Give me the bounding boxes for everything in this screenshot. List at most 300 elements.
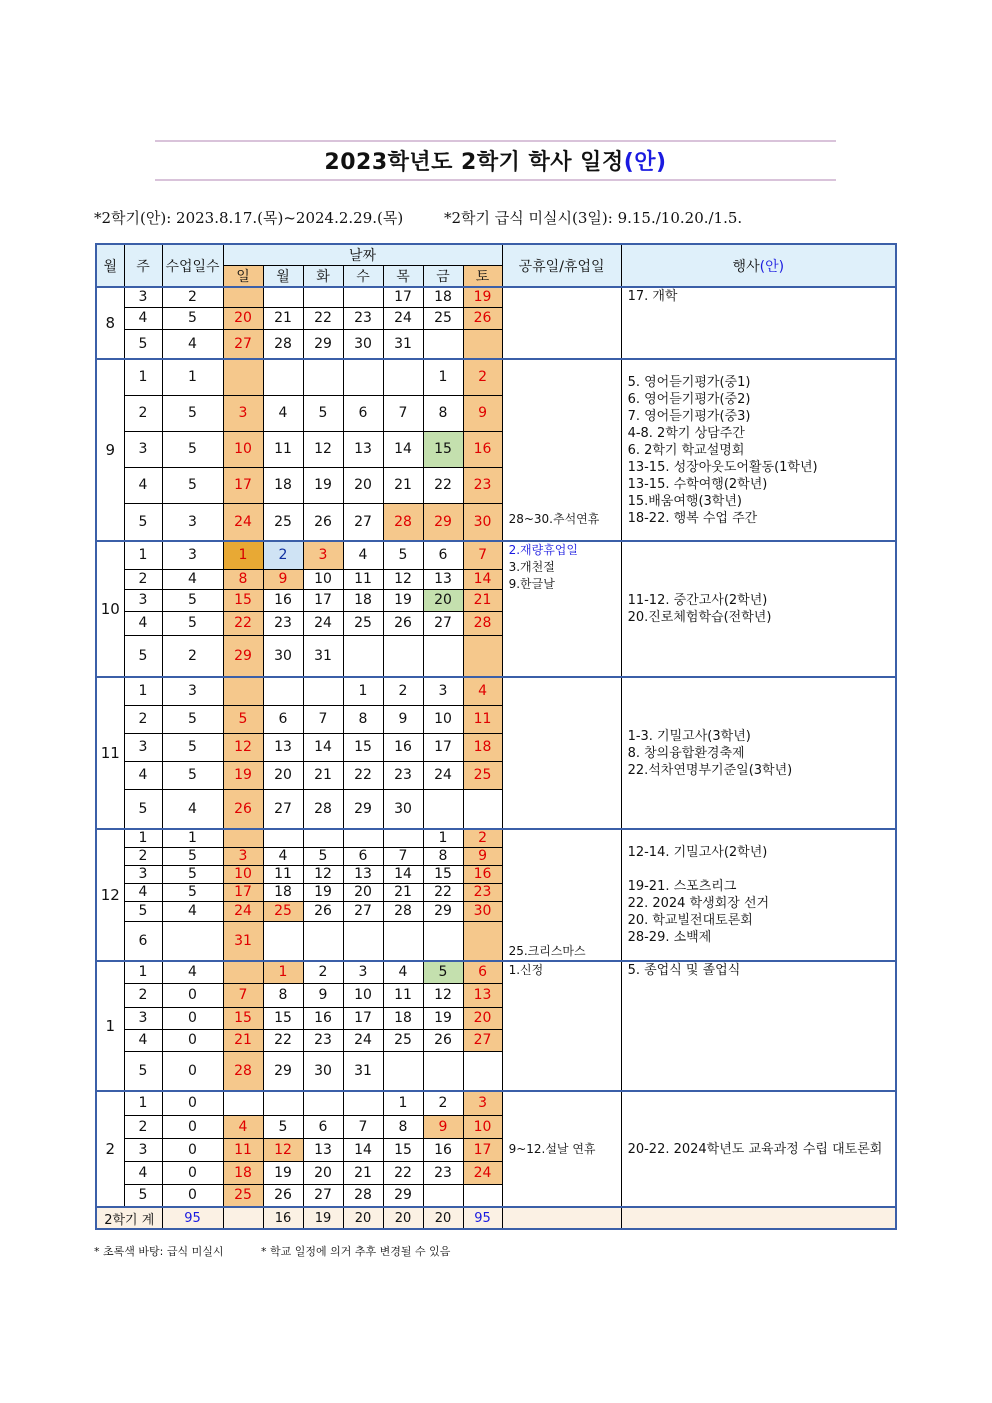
date-cell: 18 xyxy=(263,467,303,503)
date-cell xyxy=(343,1091,383,1115)
class-days: 0 xyxy=(162,1051,223,1091)
date-cell: 30 xyxy=(463,901,502,921)
date-cell: 8 xyxy=(343,705,383,733)
date-cell: 6 xyxy=(263,705,303,733)
holiday-item: 28~30.추석연휴 xyxy=(508,512,600,526)
date-cell: 21 xyxy=(303,761,343,789)
date-cell: 15 xyxy=(383,1138,423,1161)
date-cell: 22 xyxy=(223,611,263,635)
date-cell: 6 xyxy=(343,847,383,865)
week-row xyxy=(96,961,896,983)
date-cell: 26 xyxy=(223,789,263,829)
date-cell: 17 xyxy=(463,1138,502,1161)
holiday-cell xyxy=(502,541,621,677)
date-cell: 5 xyxy=(423,961,463,983)
date-cell: 23 xyxy=(383,761,423,789)
date-cell: 5 xyxy=(223,705,263,733)
date-cell xyxy=(423,329,463,359)
week-number: 4 xyxy=(124,761,162,789)
date-cell xyxy=(223,961,263,983)
date-cell xyxy=(423,921,463,961)
date-cell: 1 xyxy=(383,1091,423,1115)
month-cell: 12 xyxy=(96,829,124,961)
date-cell: 14 xyxy=(463,569,502,589)
date-cell: 16 xyxy=(303,1007,343,1029)
date-cell: 27 xyxy=(343,503,383,541)
date-cell: 15 xyxy=(223,1007,263,1029)
date-cell xyxy=(263,1091,303,1115)
date-cell: 28 xyxy=(303,789,343,829)
date-cell: 19 xyxy=(383,589,423,611)
week-number: 1 xyxy=(124,1091,162,1115)
date-cell: 24 xyxy=(303,611,343,635)
week-number: 4 xyxy=(124,883,162,901)
date-cell: 3 xyxy=(223,847,263,865)
date-cell: 6 xyxy=(303,1115,343,1138)
weekday-header: 화 xyxy=(303,266,343,288)
class-days: 4 xyxy=(162,901,223,921)
holiday-item: 25.크리스마스 xyxy=(508,944,586,958)
date-cell: 16 xyxy=(383,733,423,761)
class-days: 3 xyxy=(162,503,223,541)
date-cell xyxy=(223,359,263,395)
date-cell: 13 xyxy=(343,431,383,467)
week-number: 3 xyxy=(124,733,162,761)
date-cell: 16 xyxy=(463,431,502,467)
date-cell: 29 xyxy=(223,635,263,677)
date-cell: 23 xyxy=(263,611,303,635)
class-days: 5 xyxy=(162,307,223,329)
date-cell: 7 xyxy=(303,705,343,733)
week-number: 3 xyxy=(124,1007,162,1029)
week-number: 1 xyxy=(124,359,162,395)
date-cell: 7 xyxy=(223,983,263,1007)
total-weekday-count: 16 xyxy=(263,1207,303,1229)
date-cell: 21 xyxy=(263,307,303,329)
header-month: 월 xyxy=(96,244,124,287)
event-item: 22. 2024 학생회장 선거 xyxy=(627,896,770,911)
date-cell: 15 xyxy=(223,589,263,611)
date-cell: 15 xyxy=(343,733,383,761)
class-days: 5 xyxy=(162,705,223,733)
week-number: 3 xyxy=(124,589,162,611)
class-days: 0 xyxy=(162,1161,223,1184)
date-cell: 28 xyxy=(383,503,423,541)
date-cell: 18 xyxy=(383,1007,423,1029)
date-cell: 12 xyxy=(303,431,343,467)
date-cell: 9 xyxy=(423,1115,463,1138)
date-cell: 23 xyxy=(303,1029,343,1051)
class-days: 0 xyxy=(162,1007,223,1029)
holiday-cell xyxy=(502,1091,621,1207)
total-holiday-cell xyxy=(502,1207,621,1229)
date-cell: 13 xyxy=(303,1138,343,1161)
date-cell: 30 xyxy=(303,1051,343,1091)
date-cell: 20 xyxy=(263,761,303,789)
date-cell xyxy=(223,287,263,307)
date-cell xyxy=(383,829,423,847)
events-cell xyxy=(621,287,896,359)
date-cell: 3 xyxy=(463,1091,502,1115)
header-days: 수업일수 xyxy=(162,244,223,287)
date-cell: 11 xyxy=(263,865,303,883)
week-number: 2 xyxy=(124,983,162,1007)
date-cell: 2 xyxy=(263,541,303,569)
date-cell: 5 xyxy=(303,395,343,431)
date-cell: 27 xyxy=(223,329,263,359)
date-cell: 19 xyxy=(423,1007,463,1029)
date-cell: 28 xyxy=(463,611,502,635)
date-cell: 12 xyxy=(423,983,463,1007)
date-cell: 30 xyxy=(383,789,423,829)
date-cell: 11 xyxy=(463,705,502,733)
class-days: 0 xyxy=(162,1138,223,1161)
events-cell xyxy=(621,541,896,677)
class-days: 1 xyxy=(162,359,223,395)
week-number: 1 xyxy=(124,961,162,983)
events-cell xyxy=(621,359,896,541)
date-cell: 21 xyxy=(383,467,423,503)
date-cell: 20 xyxy=(343,883,383,901)
date-cell: 16 xyxy=(463,865,502,883)
class-days: 5 xyxy=(162,431,223,467)
week-number: 2 xyxy=(124,1115,162,1138)
date-cell: 27 xyxy=(463,1029,502,1051)
header-week: 주 xyxy=(124,244,162,287)
date-cell xyxy=(423,1184,463,1207)
event-item: 5. 영어듣기평가(중1) xyxy=(627,374,751,390)
date-cell: 26 xyxy=(263,1184,303,1207)
date-cell: 25 xyxy=(343,611,383,635)
class-days: 5 xyxy=(162,611,223,635)
date-cell: 14 xyxy=(383,865,423,883)
week-row xyxy=(96,829,896,847)
event-item: 19-21. 스포츠리그 xyxy=(627,879,737,894)
weekday-header: 목 xyxy=(383,266,423,288)
events-cell xyxy=(621,829,896,961)
total-weekday-count: 20 xyxy=(383,1207,423,1229)
date-cell: 25 xyxy=(383,1029,423,1051)
date-cell: 16 xyxy=(263,589,303,611)
event-item: 20.진로체험학습(전학년) xyxy=(627,610,772,625)
class-days: 4 xyxy=(162,789,223,829)
total-weekday-count: 95 xyxy=(463,1207,502,1229)
date-cell: 2 xyxy=(383,677,423,705)
date-cell xyxy=(383,1051,423,1091)
date-cell: 28 xyxy=(343,1184,383,1207)
date-cell xyxy=(463,789,502,829)
date-cell: 4 xyxy=(263,395,303,431)
week-number: 2 xyxy=(124,569,162,589)
date-cell xyxy=(463,635,502,677)
date-cell: 19 xyxy=(223,761,263,789)
date-cell: 24 xyxy=(383,307,423,329)
date-cell: 22 xyxy=(343,761,383,789)
date-cell: 22 xyxy=(423,467,463,503)
date-cell: 31 xyxy=(343,1051,383,1091)
date-cell: 20 xyxy=(463,1007,502,1029)
date-cell: 15 xyxy=(423,865,463,883)
header-date: 날짜 xyxy=(223,244,502,266)
event-item: 12-14. 기밀고사(2학년) xyxy=(627,845,768,860)
date-cell: 29 xyxy=(343,789,383,829)
date-cell: 17 xyxy=(423,733,463,761)
date-cell xyxy=(423,635,463,677)
week-number: 4 xyxy=(124,1029,162,1051)
weekday-header: 월 xyxy=(263,266,303,288)
date-cell: 23 xyxy=(463,883,502,901)
date-cell xyxy=(303,287,343,307)
date-cell: 27 xyxy=(303,1184,343,1207)
date-cell: 21 xyxy=(223,1029,263,1051)
date-cell: 23 xyxy=(343,307,383,329)
date-cell: 5 xyxy=(303,847,343,865)
date-cell: 6 xyxy=(343,395,383,431)
date-cell: 18 xyxy=(263,883,303,901)
date-cell: 30 xyxy=(463,503,502,541)
date-cell: 17 xyxy=(223,467,263,503)
week-number: 1 xyxy=(124,829,162,847)
total-weekday-count xyxy=(223,1207,263,1229)
month-cell: 2 xyxy=(96,1091,124,1207)
week-number: 5 xyxy=(124,789,162,829)
weekday-header: 금 xyxy=(423,266,463,288)
date-cell: 27 xyxy=(423,611,463,635)
total-events-cell xyxy=(621,1207,896,1229)
date-cell: 20 xyxy=(223,307,263,329)
class-days: 4 xyxy=(162,961,223,983)
date-cell: 29 xyxy=(423,503,463,541)
date-cell: 22 xyxy=(303,307,343,329)
events-cell xyxy=(621,961,896,1091)
date-cell: 17 xyxy=(343,1007,383,1029)
event-item: 6. 영어듣기평가(중2) xyxy=(627,391,751,407)
date-cell: 2 xyxy=(303,961,343,983)
date-cell: 29 xyxy=(423,901,463,921)
date-cell: 25 xyxy=(263,901,303,921)
date-cell: 19 xyxy=(303,883,343,901)
date-cell: 12 xyxy=(383,569,423,589)
week-number: 5 xyxy=(124,901,162,921)
date-cell xyxy=(343,921,383,961)
term-info xyxy=(94,207,894,228)
class-days: 4 xyxy=(162,569,223,589)
total-days: 95 xyxy=(162,1207,223,1229)
week-number: 5 xyxy=(124,1184,162,1207)
date-cell: 3 xyxy=(423,677,463,705)
date-cell: 15 xyxy=(423,431,463,467)
date-cell: 1 xyxy=(343,677,383,705)
date-cell xyxy=(343,829,383,847)
date-cell: 25 xyxy=(463,761,502,789)
date-cell: 1 xyxy=(223,541,263,569)
date-cell: 2 xyxy=(463,829,502,847)
date-cell: 21 xyxy=(383,883,423,901)
date-cell: 10 xyxy=(343,983,383,1007)
date-cell: 9 xyxy=(463,847,502,865)
date-cell: 10 xyxy=(423,705,463,733)
date-cell: 22 xyxy=(263,1029,303,1051)
date-cell: 18 xyxy=(423,287,463,307)
event-item: 11-12. 중간고사(2학년) xyxy=(627,593,768,608)
event-item: 20. 학교빌전대토론회 xyxy=(627,913,753,928)
class-days: 5 xyxy=(162,733,223,761)
date-cell: 13 xyxy=(423,569,463,589)
week-number: 3 xyxy=(124,431,162,467)
date-cell: 28 xyxy=(263,329,303,359)
date-cell: 12 xyxy=(263,1138,303,1161)
date-cell: 4 xyxy=(223,1115,263,1138)
date-cell: 8 xyxy=(223,569,263,589)
date-cell: 3 xyxy=(303,541,343,569)
date-cell: 1 xyxy=(423,829,463,847)
week-number: 3 xyxy=(124,287,162,307)
week-number: 5 xyxy=(124,503,162,541)
date-cell: 25 xyxy=(423,307,463,329)
date-cell xyxy=(303,359,343,395)
date-cell: 18 xyxy=(223,1161,263,1184)
date-cell xyxy=(383,359,423,395)
month-cell: 11 xyxy=(96,677,124,829)
week-number: 5 xyxy=(124,1051,162,1091)
date-cell: 20 xyxy=(423,589,463,611)
date-cell: 23 xyxy=(463,467,502,503)
event-item: 6. 2학기 학교설명회 xyxy=(627,442,745,458)
date-cell: 6 xyxy=(423,541,463,569)
week-number: 3 xyxy=(124,865,162,883)
holiday-cell xyxy=(502,677,621,829)
date-cell: 5 xyxy=(263,1115,303,1138)
week-number: 1 xyxy=(124,677,162,705)
date-cell: 13 xyxy=(343,865,383,883)
date-cell: 27 xyxy=(263,789,303,829)
calendar-table xyxy=(95,243,897,1230)
class-days: 0 xyxy=(162,1091,223,1115)
date-cell: 9 xyxy=(383,705,423,733)
date-cell xyxy=(463,1184,502,1207)
date-cell: 22 xyxy=(383,1161,423,1184)
class-days: 5 xyxy=(162,467,223,503)
date-cell: 17 xyxy=(383,287,423,307)
footer-note-meal: * 초록색 바탕: 급식 미실시 xyxy=(94,1245,224,1258)
date-cell: 28 xyxy=(383,901,423,921)
date-cell: 19 xyxy=(303,467,343,503)
holiday-cell xyxy=(502,961,621,1091)
date-cell: 13 xyxy=(263,733,303,761)
total-weekday-count: 20 xyxy=(343,1207,383,1229)
date-cell: 20 xyxy=(343,467,383,503)
header-holidays: 공휴일/휴업일 xyxy=(502,244,621,287)
date-cell: 26 xyxy=(303,503,343,541)
week-number: 4 xyxy=(124,467,162,503)
weekday-header: 수 xyxy=(343,266,383,288)
date-cell: 11 xyxy=(263,431,303,467)
page-title xyxy=(324,145,666,176)
week-number: 1 xyxy=(124,541,162,569)
date-cell xyxy=(343,287,383,307)
week-number: 5 xyxy=(124,635,162,677)
date-cell: 14 xyxy=(303,733,343,761)
date-cell: 23 xyxy=(423,1161,463,1184)
date-cell: 24 xyxy=(223,503,263,541)
date-cell xyxy=(343,359,383,395)
date-cell: 7 xyxy=(383,395,423,431)
date-cell: 18 xyxy=(343,589,383,611)
date-cell: 8 xyxy=(423,847,463,865)
event-item: 13-15. 수학여행(2학년) xyxy=(627,476,768,492)
date-cell: 15 xyxy=(263,1007,303,1029)
week-row xyxy=(96,541,896,569)
term-period: *2학기(안): 2023.8.17.(목)~2024.2.29.(목) xyxy=(94,209,404,227)
week-number: 2 xyxy=(124,395,162,431)
date-cell xyxy=(263,829,303,847)
holiday-item: 3.개천절 xyxy=(508,560,555,574)
week-number: 2 xyxy=(124,705,162,733)
event-item xyxy=(628,861,896,878)
week-row xyxy=(96,677,896,705)
date-cell: 22 xyxy=(423,883,463,901)
event-item: 1-3. 기밀고사(3학년) xyxy=(627,728,751,744)
date-cell: 31 xyxy=(223,921,263,961)
class-days: 0 xyxy=(162,1184,223,1207)
date-cell xyxy=(303,677,343,705)
event-item: 17. 개학 xyxy=(627,289,678,304)
date-cell: 24 xyxy=(423,761,463,789)
date-cell: 9 xyxy=(303,983,343,1007)
date-cell xyxy=(303,829,343,847)
date-cell: 25 xyxy=(223,1184,263,1207)
date-cell xyxy=(223,1091,263,1115)
class-days: 5 xyxy=(162,883,223,901)
date-cell: 7 xyxy=(463,541,502,569)
date-cell: 12 xyxy=(223,733,263,761)
footer-notes xyxy=(94,1243,450,1259)
header-events: 행사(안) xyxy=(621,244,896,287)
week-number: 2 xyxy=(124,847,162,865)
date-cell: 5 xyxy=(383,541,423,569)
date-cell: 10 xyxy=(223,865,263,883)
class-days: 0 xyxy=(162,983,223,1007)
class-days: 3 xyxy=(162,677,223,705)
class-days xyxy=(162,921,223,961)
date-cell: 4 xyxy=(263,847,303,865)
holiday-item: 2.재량휴업일 xyxy=(508,543,578,557)
date-cell: 4 xyxy=(343,541,383,569)
date-cell: 11 xyxy=(343,569,383,589)
class-days: 2 xyxy=(162,635,223,677)
date-cell: 12 xyxy=(303,865,343,883)
event-item: 4-8. 2학기 상담주간 xyxy=(627,425,745,441)
holiday-item: 1.신정 xyxy=(508,963,544,977)
event-item: 15.배움여행(3학년) xyxy=(627,493,742,509)
holiday-cell xyxy=(502,287,621,359)
class-days: 0 xyxy=(162,1029,223,1051)
week-row xyxy=(96,287,896,307)
title-paren: (안) xyxy=(623,150,667,175)
date-cell: 7 xyxy=(343,1115,383,1138)
holiday-item: 9.한글날 xyxy=(508,577,555,591)
date-cell: 30 xyxy=(263,635,303,677)
weekday-header: 일 xyxy=(223,266,263,288)
week-number: 4 xyxy=(124,307,162,329)
week-number: 3 xyxy=(124,1138,162,1161)
total-weekday-count: 20 xyxy=(423,1207,463,1229)
class-days: 2 xyxy=(162,287,223,307)
events-cell xyxy=(621,677,896,829)
date-cell: 24 xyxy=(223,901,263,921)
date-cell xyxy=(263,359,303,395)
footer-note-change: * 학교 일정에 의거 추후 변경될 수 있음 xyxy=(260,1245,451,1258)
